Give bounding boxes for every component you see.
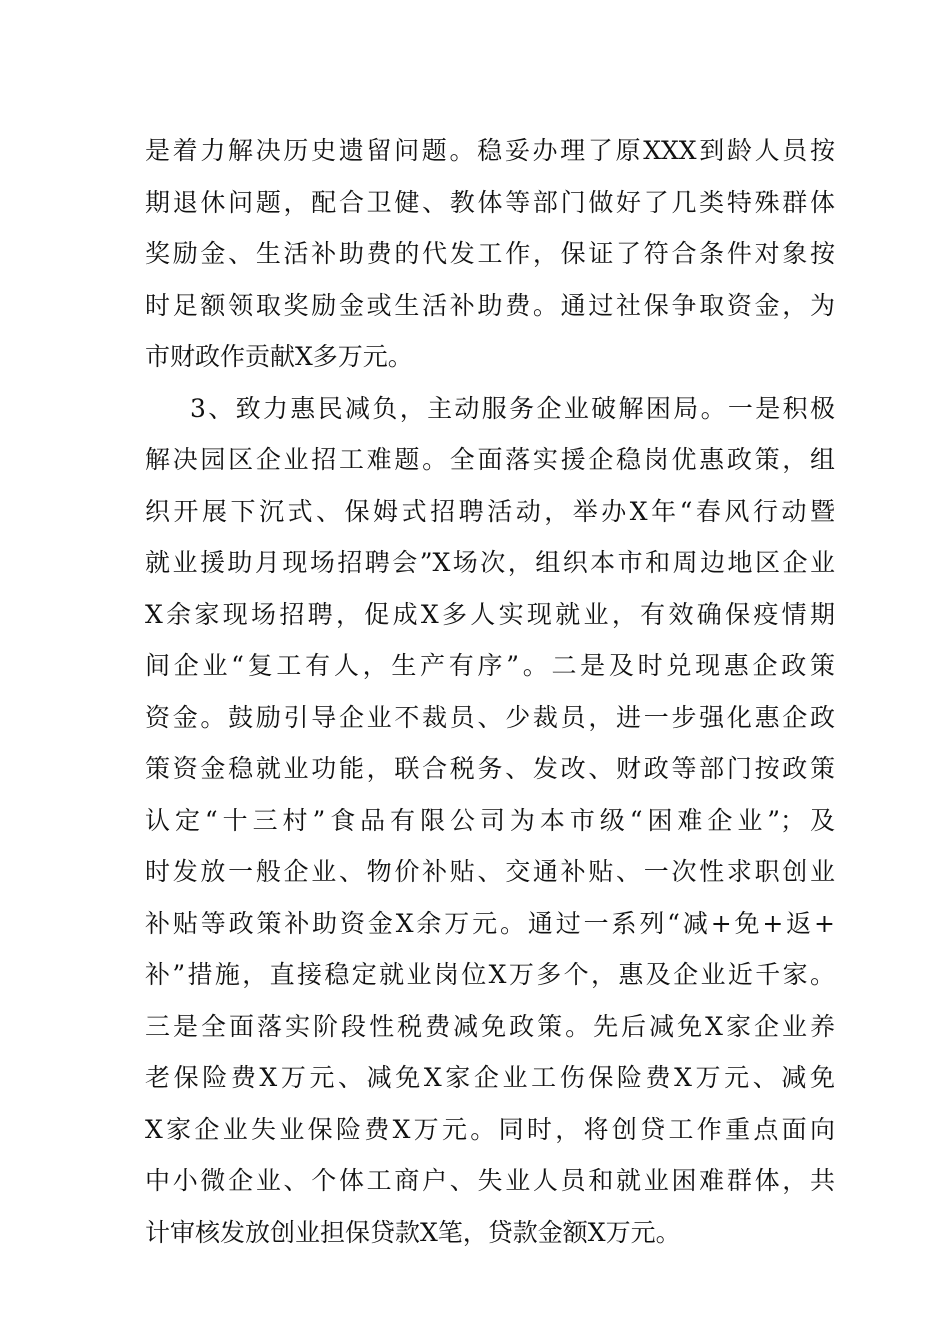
text-line-15: 时发放一般企业、物价补贴、交通补贴、一次性求职创业 [145, 857, 835, 886]
text-line-10: X余家现场招聘，促成X多人实现就业，有效确保疫情期 [145, 599, 835, 629]
text-line-17: 补”措施，直接稳定就业岗位X万多个，惠及企业近千家。 [145, 960, 835, 989]
text-line-16: 补贴等政策补助资金X余万元。通过一系列“减+免+返+ [145, 908, 835, 938]
text-line-5: 市财政作贡献X多万元。 [145, 342, 413, 371]
text-line-6: 3、致力惠民减负，主动服务企业破解困局。一是积极 [190, 393, 835, 423]
text-line-19: 老保险费X万元、减免X家企业工伤保险费X万元、减免 [145, 1063, 835, 1092]
text-line-13: 策资金稳就业功能，联合税务、发改、财政等部门按政策 [145, 754, 835, 783]
text-line-11: 间企业“复工有人，生产有序”。二是及时兑现惠企政策 [145, 651, 835, 680]
text-line-18: 三是全面落实阶段性税费减免政策。先后减免X家企业养 [145, 1011, 835, 1041]
body-text [145, 125, 835, 1258]
text-line-20: X家企业失业保险费X万元。同时，将创贷工作重点面向 [145, 1114, 835, 1144]
text-line-9: 就业援助月现场招聘会”X场次，组织本市和周边地区企业 [145, 548, 835, 577]
text-line-1: 是着力解决历史遗留问题。稳妥办理了原XXX到龄人员按 [145, 136, 835, 165]
text-line-7: 解决园区企业招工难题。全面落实援企稳岗优惠政策，组 [145, 445, 835, 474]
text-line-4: 时足额领取奖励金或生活补助费。通过社保争取资金，为 [145, 290, 835, 320]
text-line-14: 认定“十三村”食品有限公司为本市级“困难企业”；及 [145, 805, 835, 835]
text-line-2: 期退休问题，配合卫健、教体等部门做好了几类特殊群体 [145, 187, 835, 217]
text-line-12: 资金。鼓励引导企业不裁员、少裁员，进一步强化惠企政 [145, 702, 835, 732]
text-line-22: 计审核发放创业担保贷款X笔，贷款金额X万元。 [145, 1217, 681, 1247]
text-line-3: 奖励金、生活补助费的代发工作，保证了符合条件对象按 [145, 239, 835, 268]
text-line-8: 织开展下沉式、保姆式招聘活动，举办X年“春风行动暨 [145, 496, 835, 526]
text-line-21: 中小微企业、个体工商户、失业人员和就业困难群体，共 [145, 1166, 835, 1195]
